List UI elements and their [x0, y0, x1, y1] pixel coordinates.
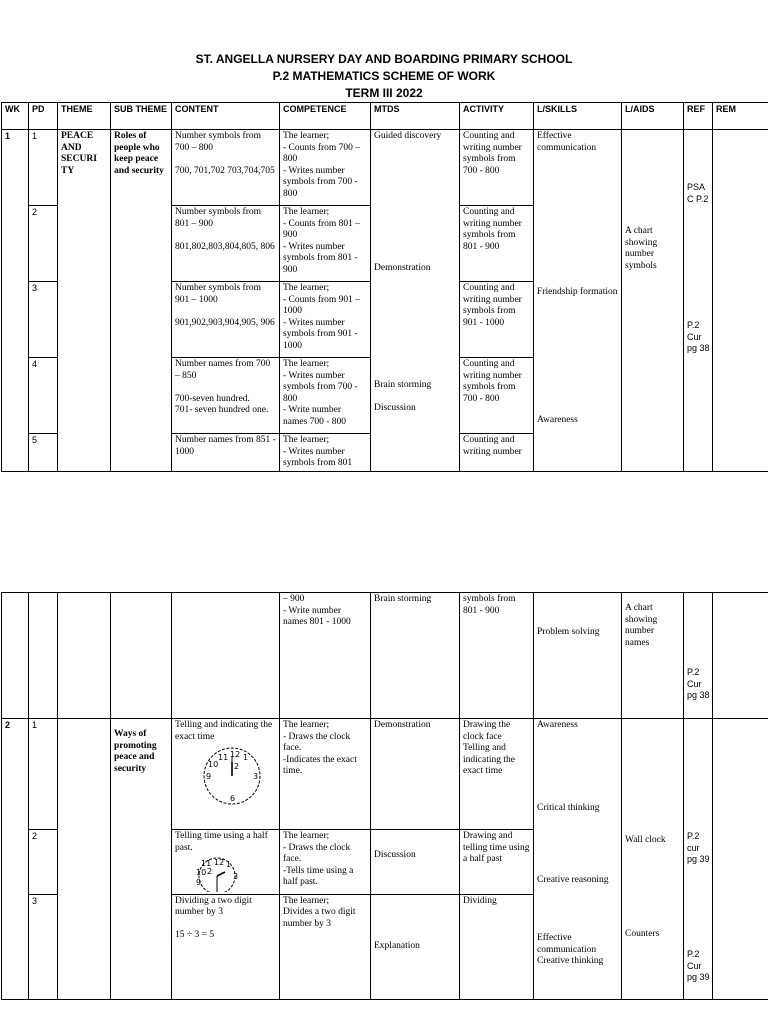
clock-face-exact-time — [201, 745, 263, 807]
methods-cell: Brain storming — [371, 593, 460, 719]
competence-cell: The learner; - Draws the clock face. -Tells time using a half past. — [280, 830, 371, 895]
theme-cell — [58, 593, 111, 719]
content-text: Telling and indicating the exact time — [175, 720, 273, 742]
learning-aids-cell — [622, 593, 684, 719]
col-activity: ACTIVITY — [460, 103, 534, 130]
remarks-cell — [713, 719, 768, 1000]
clock-numeral: 11 — [201, 859, 212, 869]
clock-numeral: 2 — [234, 762, 240, 771]
content-cell — [172, 719, 280, 830]
activity-cell: Counting and writing number symbols from 901 - 1000 — [460, 282, 534, 358]
learning-aids-cell — [622, 130, 684, 472]
activity-cell: Counting and writing number symbols from 700 - 800 — [460, 358, 534, 434]
clock-numeral: 12 — [214, 858, 225, 868]
method-item: Brain storming — [374, 380, 432, 390]
clock-face-half-past — [195, 854, 239, 892]
life-skills-cell — [534, 130, 622, 472]
life-skill-item: Awareness — [537, 415, 578, 425]
col-wk: WK — [2, 103, 29, 130]
life-skill-item: Effective communication Creative thinking — [537, 933, 604, 966]
clock-numeral: 10 — [208, 760, 219, 769]
col-sub-theme: SUB THEME — [111, 103, 172, 130]
document-title: P.2 MATHEMATICS SCHEME OF WORK — [272, 69, 496, 83]
activity-cell: Drawing the clock face Telling and indicating the exact time — [460, 719, 534, 830]
methods-cell — [371, 830, 460, 895]
school-title: ST. ANGELLA NURSERY DAY AND BOARDING PRIMARY SCHOOL — [195, 52, 573, 66]
competence-cell: The learner; - Counts from 801 – 900 - Writes number symbols from 801 - 900 — [280, 206, 371, 282]
col-lskills: L/SKILLS — [534, 103, 622, 130]
theme-cell: PEACE AND SECURI TY — [58, 130, 111, 472]
life-skill-item: Friendship formation — [537, 287, 618, 297]
life-skill-item: Problem solving — [537, 627, 600, 637]
reference-item: P.2 Cur pg 38 — [687, 667, 710, 700]
method-item: Demonstration — [374, 263, 431, 273]
period-number: 5 — [29, 434, 58, 472]
method-item: Discussion — [374, 403, 416, 413]
learning-aid-item: A chart showing number names — [625, 603, 658, 648]
content-cell: Number symbols from 901 – 1000 901,902,903,904,905, 906 — [172, 282, 280, 358]
clock-numeral: 9 — [206, 772, 212, 781]
hour-hand — [217, 872, 225, 876]
term-title: TERM III 2022 — [345, 86, 423, 100]
life-skill-item: Creative reasoning — [537, 875, 609, 885]
period-number: 3 — [29, 894, 58, 999]
clock-numeral: 2 — [207, 867, 213, 877]
reference-cell — [684, 593, 713, 719]
clock-numeral: 12 — [230, 750, 241, 759]
learning-aid-item: Counters — [625, 929, 660, 939]
period-number: 4 — [29, 358, 58, 434]
reference-item: PSA C P.2 — [687, 182, 709, 204]
competence-cell: The learner; - Counts from 700 – 800 - Writes number symbols from 700 - 800 — [280, 130, 371, 206]
clock-numeral: 1 — [226, 860, 232, 870]
col-ref: REF — [684, 103, 713, 130]
content-cell: Number names from 700 – 850 700-seven hundred. 701- seven hundred one. — [172, 358, 280, 434]
reference-cell — [684, 719, 713, 1000]
methods-cell — [371, 894, 460, 999]
life-skills-cell — [534, 719, 622, 1000]
col-mtds: MTDS — [371, 103, 460, 130]
content-cell — [172, 593, 280, 719]
period-number: 2 — [29, 830, 58, 895]
content-text: Telling time using a half past. — [175, 831, 268, 853]
competence-cell: The learner; Divides a two digit number by 3 — [280, 894, 371, 999]
period-number — [29, 593, 58, 719]
week-number — [2, 593, 29, 719]
competence-cell: The learner; - Writes number symbols from 801 — [280, 434, 371, 472]
content-cell: Dividing a two digit number by 3 15 ÷ 3 = 5 — [172, 894, 280, 999]
sub-theme-cell — [111, 593, 172, 719]
activity-cell: Counting and writing number symbols from 700 - 800 — [460, 130, 534, 206]
col-rem: REM — [713, 103, 768, 130]
table-row — [2, 130, 768, 206]
content-cell: Number symbols from 700 – 800 700, 701,702 703,704,705 — [172, 130, 280, 206]
methods-cell: Demonstration — [371, 719, 460, 830]
activity-cell: Drawing and telling time using a half past — [460, 830, 534, 895]
col-theme: THEME — [58, 103, 111, 130]
reference-cell — [684, 130, 713, 472]
activity-cell: symbols from 801 - 900 — [460, 593, 534, 719]
theme-cell — [58, 719, 111, 1000]
clock-numeral: 3 — [233, 872, 239, 882]
competence-cell: The learner; - Counts from 901 – 1000 - Writes number symbols from 901 - 1000 — [280, 282, 371, 358]
scheme-table-page1 — [1, 102, 768, 472]
table-row — [2, 719, 768, 830]
table-row — [2, 593, 768, 719]
scheme-table-page2 — [1, 592, 768, 1000]
learning-aid-item: Wall clock — [625, 835, 666, 845]
competence-cell: The learner; - Writes number symbols from 700 - 800 - Write number names 700 - 800 — [280, 358, 371, 434]
remarks-cell — [713, 593, 768, 719]
header-row — [2, 103, 768, 130]
col-content: CONTENT — [172, 103, 280, 130]
reference-item: P.2 Cur pg 39 — [687, 949, 710, 982]
clock-numeral: 3 — [253, 772, 259, 781]
period-number: 3 — [29, 282, 58, 358]
competence-cell: The learner; - Draws the clock face. -Indicates the exact time. — [280, 719, 371, 830]
life-skill-item: Awareness — [537, 720, 578, 730]
reference-item: P.2 cur pg 39 — [687, 831, 710, 864]
content-cell: Number symbols from 801 – 900 801,802,803,804,805, 806 — [172, 206, 280, 282]
period-number: 2 — [29, 206, 58, 282]
col-competence: COMPETENCE — [280, 103, 371, 130]
period-number: 1 — [29, 130, 58, 206]
content-cell: Number names from 851 - 1000 — [172, 434, 280, 472]
activity-cell: Counting and writing number — [460, 434, 534, 472]
content-cell — [172, 830, 280, 895]
activity-cell: Dividing — [460, 894, 534, 999]
col-laids: L/AIDS — [622, 103, 684, 130]
sub-theme-cell: Ways of promoting peace and security — [111, 719, 172, 1000]
col-pd: PD — [29, 103, 58, 130]
remarks-cell — [713, 130, 768, 472]
life-skills-cell — [534, 593, 622, 719]
method-item: Explanation — [374, 940, 420, 951]
clock-numeral: 9 — [196, 878, 202, 888]
reference-item: P.2 Cur pg 38 — [687, 320, 710, 353]
sub-theme-cell: Roles of people who keep peace and security — [111, 130, 172, 472]
life-skill-item: Effective communication — [537, 131, 597, 153]
methods-cell — [371, 130, 460, 472]
learning-aids-cell — [622, 719, 684, 1000]
clock-numeral: 1 — [243, 753, 249, 762]
method-item: Discussion — [374, 850, 416, 861]
week-number: 2 — [2, 719, 29, 1000]
activity-cell: Counting and writing number symbols from 801 - 900 — [460, 206, 534, 282]
method-item: Guided discovery — [374, 131, 442, 141]
clock-numeral: 10 — [196, 868, 207, 878]
period-number: 1 — [29, 719, 58, 830]
week-number: 1 — [2, 130, 29, 472]
learning-aid-item: A chart showing number symbols — [625, 226, 658, 271]
clock-numeral: 6 — [230, 794, 236, 803]
clock-numeral: 11 — [218, 753, 229, 762]
competence-cell: – 900 - Write number names 801 - 1000 — [280, 593, 371, 719]
life-skill-item: Critical thinking — [537, 803, 600, 813]
